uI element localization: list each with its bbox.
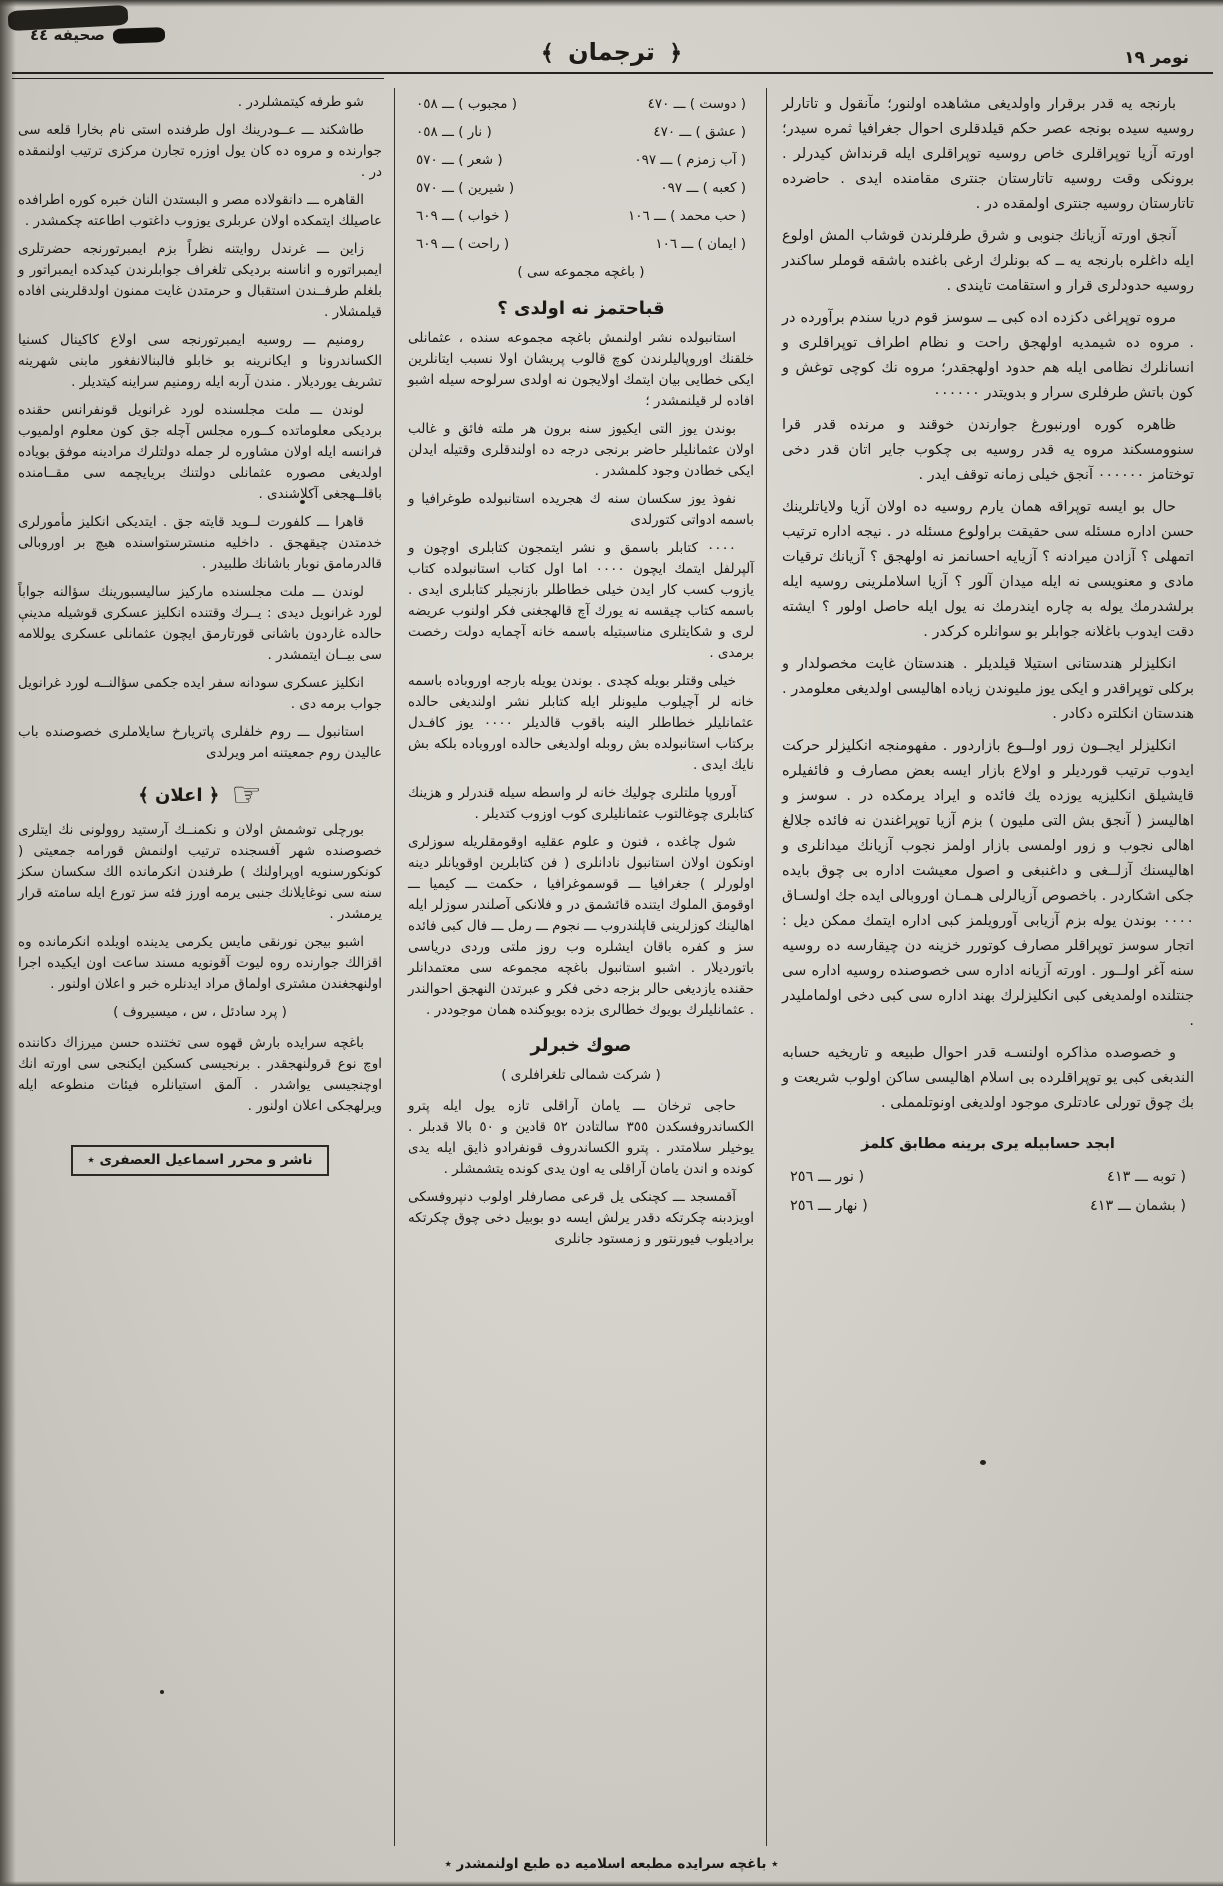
announcement-items [18,820,382,1117]
paragraph: بارنجه يه قدر برقرار واولديغی مشاهده اولنور؛ مآنقول و تاتارلر روسيه سيده بونجه عصر حكم قيلدقلری احوال جغرافيا ثمره سيدر؛ اورته آزيا توپراقلری خاص روسيه توپراقلری ايله قرنداش كيدرلر . برونكی وقت روسيه تاتارستان جنترى مقامنده ايدی . حاضرده تاتارستان روسيه جنترى اولمقده در . [782,96,1194,212]
table-cell: ( توبه ـــ ٤١٣ [1107,1169,1186,1185]
paragraph: لوندن ـــ ملت مجلسنده لورد غرانويل قونفرانس حقنده برديكی معلوماتده كــوره مجلس آچله جق كون معلوم اولميوب فرانسه ايله اولان مشاوره لر جمله دولتلرك مرادينه موفق بوياده اولديغی مصوره عثمانلی دولتنك بريايچمه سی مقــامنده باقلــهجغی آكلاشندی . [18,402,382,502]
table-row [408,148,754,172]
announcements-header [18,775,382,815]
section-heading: صوك خبرلر [530,1035,632,1056]
section-heading: قباحتمز نه اولدی ؟ [497,298,665,319]
column-divider [394,88,395,1846]
page-number-label: صحيفه ٤٤ [30,26,105,44]
table-cell: ( خواب ) ـــ ٦٠٩ [416,208,510,224]
page-number-area [30,26,165,44]
paragraph: ٠٠٠٠ كتابلر باسمق و نشر ايتمجون كتابلری اوچون و آلپرلفل ايتمك ايچون ٠٠٠٠ اما اول كتاب استانبولده كتاب يازوب كسب كار ايدن خيلی خطاطلر بازنجيلر كتابلری ايدی . باسمه كتاب چيقسه نه يورك آچ قالهجغنی فكر اولنوب عريضه لری و شكايتلری مناسبتيله باسمه خانه آچمايه دولت رخصت برمدی . [408,540,754,661]
paragraph: مروه توپراغی دكزده اده كبی ــ سوسز قوم دريا سندم برآورده در . مروه ده شيمديه اولهجق راحت و نظام اطراف توپراقلرى و انسانلرك نظامی ايله هم حدود اولهجقدر؛ مروه نك كوچی توغش و كون باتش طرفلرى سرار و بدويتدر ٠٠٠٠٠٠ [782,310,1194,401]
table-cell: ( نهار ـــ ٢٥٦ [790,1198,868,1214]
paragraph: رومنيم ـــ روسيه ايمبرتورنجه سی اولاع كاكينال كسنيا الكساندرونا و ايكانرينه بو خابلو فالبنالانفغور مابنی شهرينه تشريف يورديلار . مندن آربه ايله رومنيم سراينه كيتديلر . [18,332,382,390]
table-cell: ( بشمان ـــ ٤١٣ [1089,1198,1186,1214]
paragraph: شو طرفه كيتمشلردر . [237,94,364,110]
telegraph-news-items [18,92,382,764]
table-row [408,92,754,116]
ornament-left-icon: ﴾ [540,41,554,66]
masthead-title [535,38,688,66]
paragraph: حاجی ترخان ـــ يامان آراقلی تازه يول ايله پترو الكساندروفسكدن ٣٥٥ سالتادن ٥٢ قادين و ٥٠ بالا قدبلر . يوخيلر سلامتدر . پترو الكساندروف قونفرادو ذايق ايله يدی كونده و اندن يامان آراقلی يه اون يدی كونده يتشمشلر . [408,1098,755,1177]
table-cell: ( ايمان ) ـــ ١٠٦ [655,236,746,252]
scan-edge-shadow-left [0,0,16,1886]
table-cell: ( كعبه ) ـــ ٠٩٧ [660,180,746,196]
table-row [782,1165,1194,1190]
paragraph: انكليزلر ايجــون زور اولــوع بازاردور . مفهومنجه انكليزلر حركت ايدوب ترتيب قورديلر و اولاع بازار ايسه بعض مصارف و فائفيلره قايشيلق انكليزيه يوزده يك فائده و ايراد يرمكده در . سوسز و اهاليسز ( آنجق بش التی مليون ) بزم آزيا توپراغندن نه فائده جلالغ اهالی نجوب و زور اولمسی بازار اولمز نجوب آزيانك ميدانلری و اهاليسنك آزلــغی و داغنبغی و اصول معيشت اداره بی چوق بايده جكی اشكاردر . باخصوص آزيالرلی هـمـان اوروبالی ايده جك اولسـاق ٠٠٠٠ بوندن يوله بزم آزيابی آورويلمز كبی اداره ايتمك ممكن ديل : اتجار سوسز توپراقلر مصارف كوتورر خزينه دن چيقارسه ده روسيه سنه آغر اولــور . اورته آزيانه اداره سی خصوصنده روسيه اداره سی جنتلنده اولمديغی كبی انكليزلرك بهند اداره سی كبی دخی اولمامليدر . [782,738,1194,1029]
paragraph: بورچلی توشمش اولان و نكمنــك آرستيد روولونی نك ايتلری خصوصنده شهر آفسجنده ترتيب اولنمش قورامه جمعيتی ( كونكورسنويه اوپراولنك ) طرفندن انكرمانده الك سكسان سكز سنه سی نوغايلانك جنبی يرمه اورز فئه سز تورع ايله سامته قرار يرمشدر . [18,822,382,922]
ink-speck [980,1460,986,1465]
imprint-footer: ٭ باغچه سرايده مطبعه اسلاميه ده طبع اولنمشدر ٭ [444,1856,779,1872]
caption: ( پرد سادئل ، س ، ميسيروف ) [113,1004,287,1020]
scan-edge-shadow-top [0,0,1223,7]
table-cell: ( شيرين ) ـــ ٥٧٠ [416,180,515,196]
paragraph: و خصوصده مذاكره اولنسـه قدر احوال طبيعه و تاريخيه حسابه الندبغی كبی يو توپراقلرده بی اسلام اهاليسی ساكن اولوب شريعت و بك چوق تورلی عادتلری موجود اولديغی اونوتلمملی . [782,1045,1194,1111]
paragraph: لوندن ـــ ملت مجلسنده ماركيز ساليسبورينك سؤالنه جواباً لورد غرانويل ديدی : يــرك وقتنده انكليز عسكری قوشيله مدينې حالده غاردون باشانی قورتارمق ايچون عثمانلی عسكری يوللامه سی بيــان ايتمشدر . [18,584,382,663]
paragraph: آقمسجد ـــ كچنكی يل قرعی مصارفلر اولوب دنپروفسكی اويزدبنه چكرتكه دقدر يرلش ايسه دو بوبيل دخی چوق چكرتكه براديلوب فيورنتور و زمستود جانلری [408,1189,754,1247]
ornament-right-icon: ﴿ [669,41,683,66]
paragraph: باغچه سرايده بارش قهوه سی تختنده حسن ميرزاك دكاننده اوچ نوع قرولنهجقدر . برنجيسی كسكين ايكنجی سی اورته انك اوچنجيسی يواشدر . آلمق استيانلره فيئات منطوعه ايله ويرلهجكی اعلان اولنور . [18,1035,382,1114]
ink-blot [113,27,165,44]
table-cell: ( شعر ) ـــ ٥٧٠ [416,152,503,168]
caption: ( شركت شمالی تلغرافلری ) [501,1067,661,1083]
column-left [18,92,382,1176]
paragraph: نفوذ يوز سكسان سنه ك هجريده استانبولده طوغرافيا و باسمه ادواتی كتورلدی [408,491,754,528]
table-row [782,1194,1194,1219]
paragraph: شول چاغده ، فنون و علوم عقليه اوقومقلريله سوزلری اونكون اولان استانبول نادانلری ( فن كتابلرين اوقويانلر دينه اولورلر ) جغرافيا ـــ قوسموغرافيا ، حكمت ـــ كيميا ـــ اوقومق الملوك ايتنده قائشمق در و فلانكی آصلندر سوزلر ايله اهالينك كوزلرينی قاپلندروب ـــ نجوم ـــ رمل ـــ فال كبی فائده سز و كفره باقان ايشلره وب روز ملتی وردی درياسی باتورديلار . اشبو استانبول باغچه مجموعه سی معتمدانلر حقنده يازديغی حالر بزجه دخی فكر و عبرتدن النهجق احوالندر . عثمانليلرك بويوك خطالری بزده بويوكنده همان موجوددر . [408,834,754,1018]
column-divider [766,88,767,1846]
paragraph: استانبول ـــ روم خلفلری پاتريارخ سايلاملری خصوصنده باب عاليدن روم جمعيتنه امر ويرلدی [18,724,382,761]
table-row [408,204,754,228]
table-cell: ( راحت ) ـــ ٦٠٩ [416,236,510,252]
table-cell: ( مجبوب ) ـــ ٠٥٨ [416,96,518,112]
table-cell: ( عشق ) ـــ ٤٧٠ [653,124,746,140]
scan-edge-shadow-bottom [0,1881,1223,1886]
ink-speck [160,1690,164,1694]
manicule-icon: ☞ [231,775,262,815]
paragraph: القاهره ـــ دانقولاده مصر و البستدن النان خبره كوره اطرافده عاصيلك ايتمكده اولان عربلری يوزوب داغتوب اطاعته چكمشدر . [18,192,382,229]
table-cell: ( حب محمد ) ـــ ١٠٦ [627,208,746,224]
announcements-title: ﴿ اعلان ﴾ [138,784,220,806]
header-rule [12,72,1213,74]
masthead-title-text: ترجمان [568,38,655,66]
caption: ( باغچه مجموعه سی ) [517,264,645,280]
table-cell: ( دوست ) ـــ ٤٧٠ [647,96,746,112]
paragraph: استانبولده نشر اولنمش باغچه مجموعه سنده ، عثمانلی خلقنك اوروپاليلرندن كوچ قالوب پريشان اولا نسبب ايتانلرين ايكی خطايی بيان ايتمك اولايجون نه اولدی سرلوحه سيله اشبو افاده لر قيلنمشدر ؛ [408,330,754,409]
paragraph: اشبو بيجن نورنقی مايس يكرمی يدينده اويلده انكرمانده وه اقزالك جوارنده روه ليوت آقونويه مسند ساعت اون ايكيده اجرا اولنهجغندن مشتری اولماق مراد ايدنلره خبر و اعلان اولنور . [18,934,382,992]
paragraph: آوروپا ملتلری چوليك خانه لر واسطه سيله قندرلر و هزينك كتابلری چوغالتوب عثمانليلری كوب اوزوب كتديلر . [408,785,754,822]
table-cell: ( آب زمزم ) ـــ ٠٩٧ [634,152,746,168]
table-cell: ( نار ) ـــ ٠٥٨ [416,124,492,140]
column-right [782,92,1194,1223]
header-rule-secondary [12,78,384,79]
paragraph: حال بو ايسه توپراقه همان يارم روسيه ده اولان آزيا ولاياتلرينك حسن اداره مسئله سی حقيقت براولوع مسئله در . نيجه اداره ترتيب اتمهلی ؟ آزادن ميرادنه ؟ آزيايه احسانمز نه اولهجق ؟ آزيانك ترقيات مادی و معنويسی نه ايله ميدان آلور ؟ آزيا اسلاملرينی روسيه ايله برلشدرمك يوله به چاره ايندرمك نه يول ايله حاصل اولور ؟ ايشته دقت ايدوب باغلانه جوابلر بو سوانلره كركدر . [782,499,1194,640]
paragraph: طاشكند ـــ عــودرينك اول طرفنده استی نام بخارا قلعه سی جوارنده و مروه ده كان يول اوزره تجارن مركزی ترتيب اولنمقده در . [18,122,382,180]
word-number-table [408,92,754,284]
table-cell: ( نور ـــ ٢٥٦ [790,1169,865,1185]
middle-column-articles [408,298,754,1250]
paragraph: ظاهره كوره اورنبورغ جوارندن خوقند و مرنده قدر قرا سنوومسكند مروه يه قدر روسيه بی چكوب جاير اتان قدر دخی توختامز ٠٠٠٠٠٠ آنجق خيلی زمانه توقف ايدر . [782,417,1194,483]
paragraph: بوندن يوز التی ايكيوز سنه برون هر ملته فائق و غالب اولان عثمانليلر حاضر برنجی درجه ده اولندقلری وقتيله ايدلن ايكی خطادن وجود كلمشدر . [408,421,754,479]
right-column-articles [782,92,1194,1219]
table-row [408,120,754,144]
column-middle [408,92,754,1257]
paragraph: خيلی وقتلر بويله كچدی . بوندن يويله بارجه اوروباده باسمه خانه لر آچيلوب مليونلر ايله كتابلر نشر اولنديغی حالده عثمانليلر خطاطلر الينه باقوب قالديلر ٠٠٠٠ يوز كافـدل بركتاب استانبولده بش روبله اولديغی حالده اوروباده بلكه بش نايك ايدی . [408,673,754,773]
paragraph: زاين ـــ غرندل روايتنه نظراً بزم ايمبرتورنجه حضرتلری ايمبراتوره و اناسنه برديكی تلغراف جوابلرندن كيدكده ايمبراتور و بلغلم طرفــندن استقبال و حرمتدن غايت ممنون اولدقلرينی افاده قيلمشلار . [18,241,382,320]
issue-number: نومر ١٩ [1124,48,1189,68]
paragraph: انكليزلر هندستانی استيلا قيلديلر . هندستان غايت مخصولدار و بركلی توپراقدر و ايكی يوز مليوندن زياده اهاليسی اولديغی معلومدر . هندستان انكلتره دكادر . [782,656,1194,722]
table-row [408,176,754,200]
publisher-imprint-text: ناشر و محرر اسماعيل العصفری ٭ [87,1152,313,1168]
publisher-imprint [71,1145,328,1176]
paragraph: انكليز عسكری سودانه سفر ايده جكمی سؤالنــه لورد غرانويل جواب برمه دی . [18,675,382,712]
paragraph: آنجق اورته آزيانك جنوبی و شرق طرفلرندن قوشاب المش اولوع ايله داغلره بارنجه يه ــ كه بونلرك ارغی باغنده باشقه قوملر ساكندر روسيه حدودلرى قرار و استقامت تايندى . [782,228,1194,294]
paragraph: قاهرا ـــ كلفورت لــويد قايته جق . ايتديكی انكليز مأمورلری خدمتدن چيقهجق . داخليه منسترستواسنده هيچ بر اوروبالی قالدرمامق نوبار باشانك طلبيدر . [18,514,382,572]
sub-heading: ابجد حسابيله يری برينه مطابق كلمز [861,1136,1115,1152]
table-row [408,232,754,256]
